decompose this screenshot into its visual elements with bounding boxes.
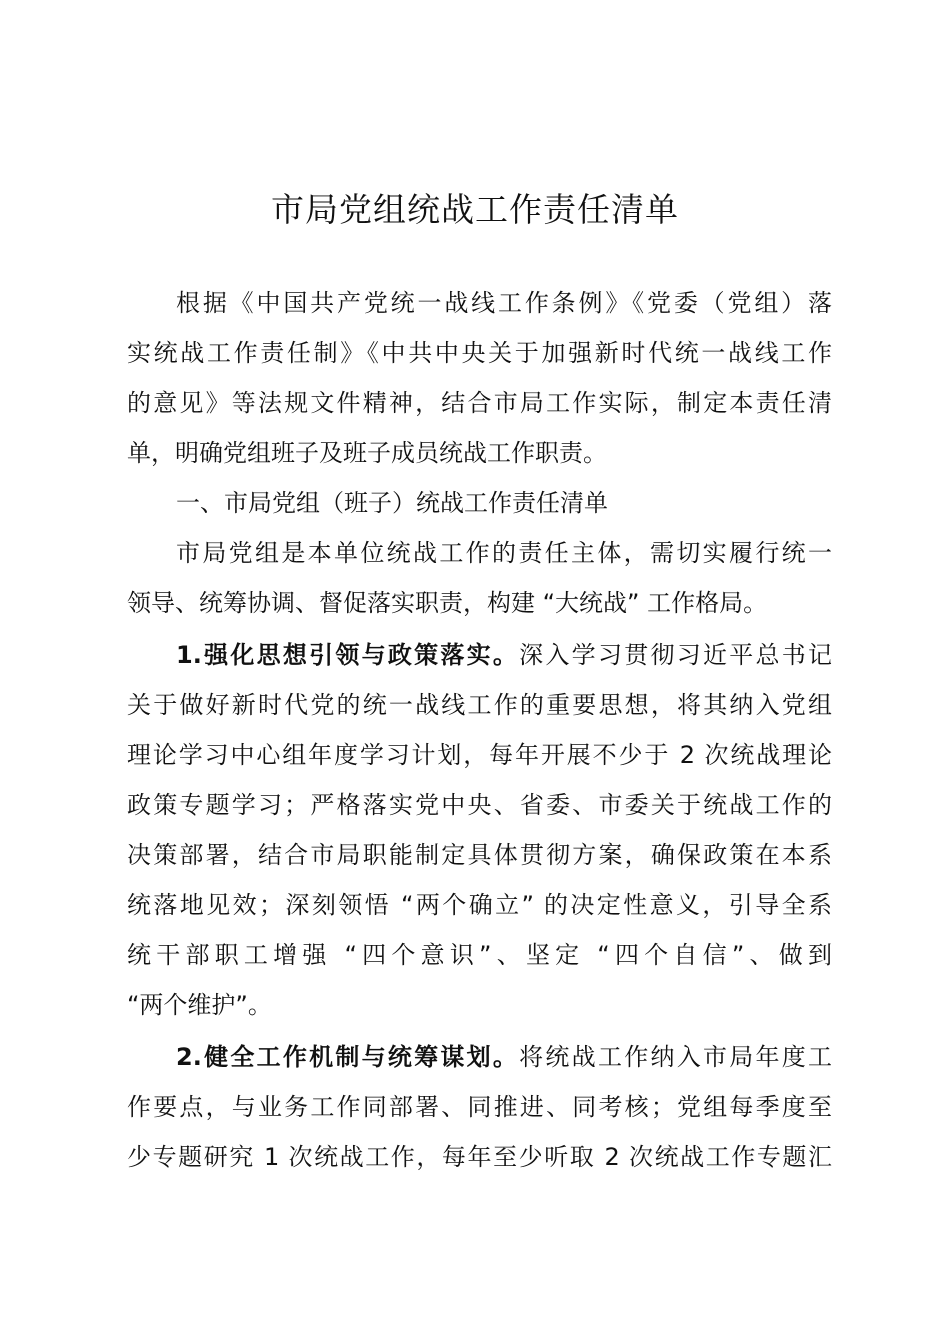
text-line: [127, 1032, 832, 1082]
text-line: 市局党组是本单位统战工作的责任主体，需切实履行统一: [176, 539, 832, 567]
paragraph-intro: [127, 278, 832, 478]
text-line: 的意见》等法规文件精神，结合市局工作实际，制定本责任清: [127, 389, 832, 417]
item-lead: 2.健全工作机制与统筹谋划。: [176, 1043, 520, 1071]
text-line: 单，明确党组班子及班子成员统战工作职责。: [127, 439, 607, 467]
section-heading: [127, 478, 832, 528]
text-line: 政策专题学习；严格落实党中央、省委、市委关于统战工作的: [127, 791, 832, 819]
text-line: 少专题研究 1 次统战工作，每年至少听取 2 次统战工作专题汇: [127, 1143, 832, 1171]
document-body: [127, 278, 832, 1182]
text-line: 实统战工作责任制》《中共中央关于加强新时代统一战线工作: [127, 339, 832, 367]
text-span: 将统战工作纳入市局年度工: [519, 1043, 832, 1071]
text-line: 根据《中国共产党统一战线工作条例》《党委（党组）落: [176, 289, 832, 317]
text-line: “两个维护”。: [127, 991, 272, 1019]
text-line: 一、市局党组（班子）统战工作责任清单: [176, 489, 608, 517]
text-line: 关于做好新时代党的统一战线工作的重要思想，将其纳入党组: [127, 691, 832, 719]
paragraph-item-2: [127, 1032, 832, 1182]
text-line: 理论学习中心组年度学习计划，每年开展不少于 2 次统战理论: [127, 741, 832, 769]
document-title: 市局党组统战工作责任清单: [271, 190, 679, 229]
text-line: 统干部职工增强 “四个意识”、坚定 “四个自信”、做到: [127, 941, 832, 969]
paragraph-section-intro: [127, 528, 832, 628]
text-line: 作要点，与业务工作同部署、同推进、同考核；党组每季度至: [127, 1093, 832, 1121]
text-line: 决策部署，结合市局职能制定具体贯彻方案，确保政策在本系: [127, 841, 832, 869]
text-line: 统落地见效；深刻领悟 “两个确立” 的决定性意义，引导全系: [127, 891, 832, 919]
item-lead: 1.强化思想引领与政策落实。: [176, 641, 520, 669]
paragraph-item-1: [127, 630, 832, 1030]
text-line: [127, 630, 832, 680]
text-span: 深入学习贯彻习近平总书记: [519, 641, 832, 669]
text-line: 领导、统筹协调、督促落实职责，构建 “大统战” 工作格局。: [127, 589, 768, 617]
